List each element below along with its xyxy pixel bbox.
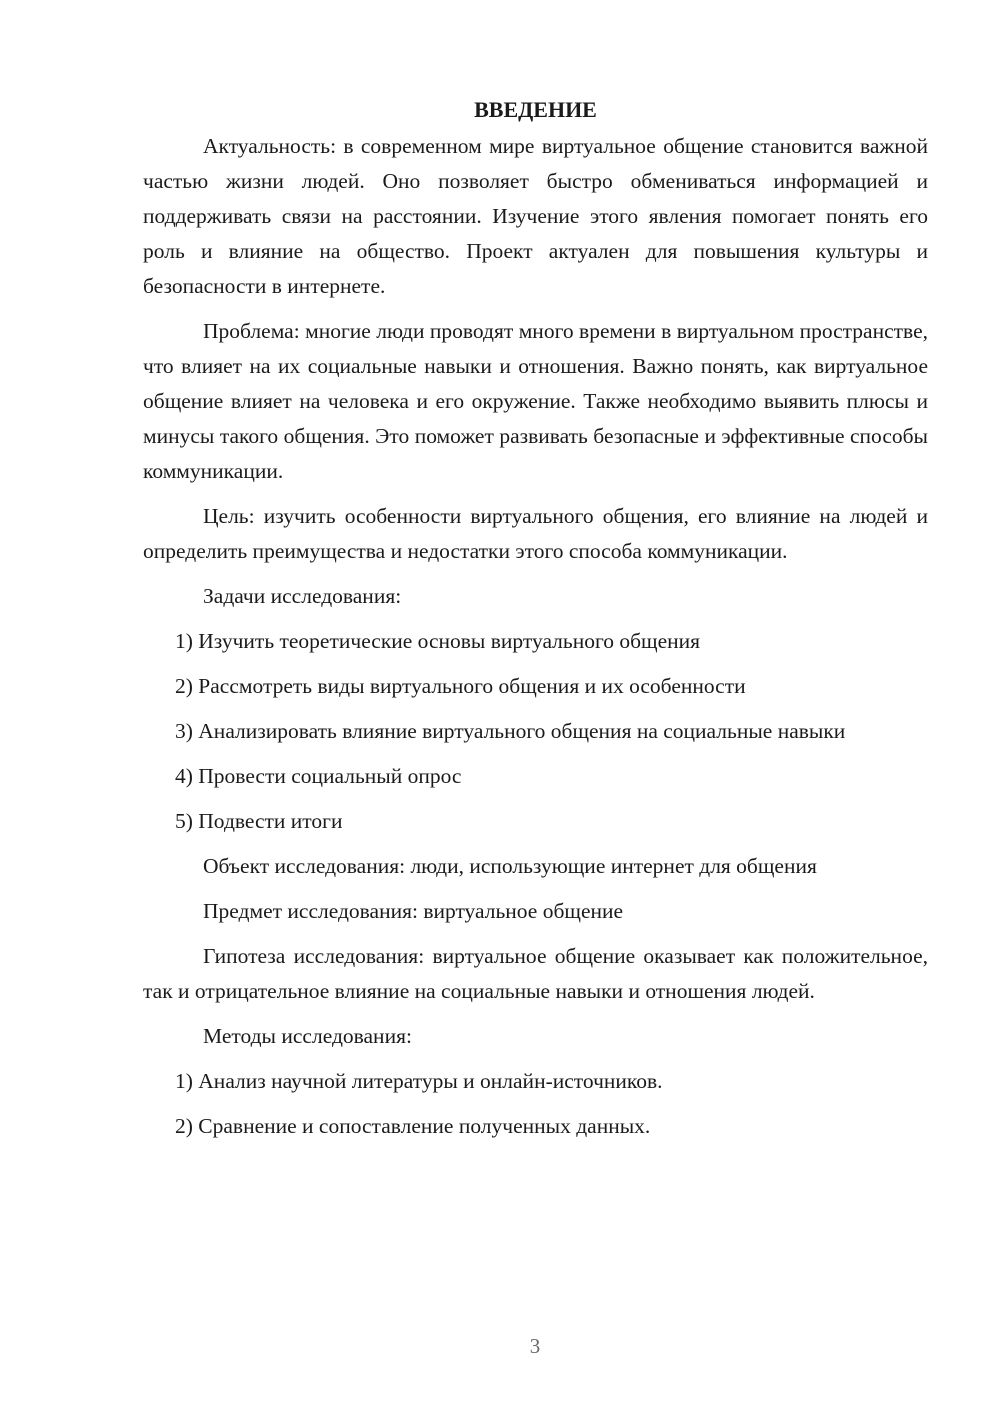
- goal-paragraph: Цель: изучить особенности виртуального общения, его влияние на людей и определить преимущества и недостатки этого способа коммуникации.: [143, 504, 928, 563]
- problem-paragraph: Проблема: многие люди проводят много времени в виртуальном пространстве, что влияет на их социальные навыки и отношения. Важно понять, как виртуальное общение влияет на человека и его окружение. Также необходимо выявить плюсы и минусы такого общения. Это поможет развивать безопасные и эффективные способы коммуникации.: [143, 319, 928, 483]
- task-item: 2) Рассмотреть виды виртуального общения и их особенности: [175, 674, 746, 698]
- tasks-heading: Задачи исследования:: [203, 584, 402, 608]
- methods-heading: Методы исследования:: [203, 1024, 412, 1048]
- task-item: 4) Провести социальный опрос: [175, 764, 462, 788]
- page-number: 3: [529, 1334, 541, 1358]
- subject-paragraph: Предмет исследования: виртуальное общение: [203, 899, 624, 923]
- method-item: 2) Сравнение и сопоставление полученных данных.: [175, 1114, 651, 1138]
- document-page: [143, 92, 928, 1154]
- task-item: 3) Анализировать влияние виртуального общения на социальные навыки: [175, 719, 846, 743]
- object-paragraph: Объект исследования: люди, использующие интернет для общения: [203, 854, 817, 878]
- method-item: 1) Анализ научной литературы и онлайн-источников.: [175, 1069, 663, 1093]
- hypothesis-paragraph: Гипотеза исследования: виртуальное общение оказывает как положительное, так и отрицательное влияние на социальные навыки и отношения людей.: [143, 944, 928, 1003]
- task-item: 5) Подвести итоги: [175, 809, 343, 833]
- relevance-paragraph: Актуальность: в современном мире виртуальное общение становится важной частью жизни людей. Оно позволяет быстро обмениваться информацией и поддерживать связи на расстоянии. Изучение этого явления помогает понять его роль и влияние на общество. Проект актуален для повышения культуры и безопасности в интернете.: [143, 134, 928, 298]
- task-item: 1) Изучить теоретические основы виртуального общения: [175, 629, 701, 653]
- section-title: ВВЕДЕНИЕ: [474, 97, 597, 122]
